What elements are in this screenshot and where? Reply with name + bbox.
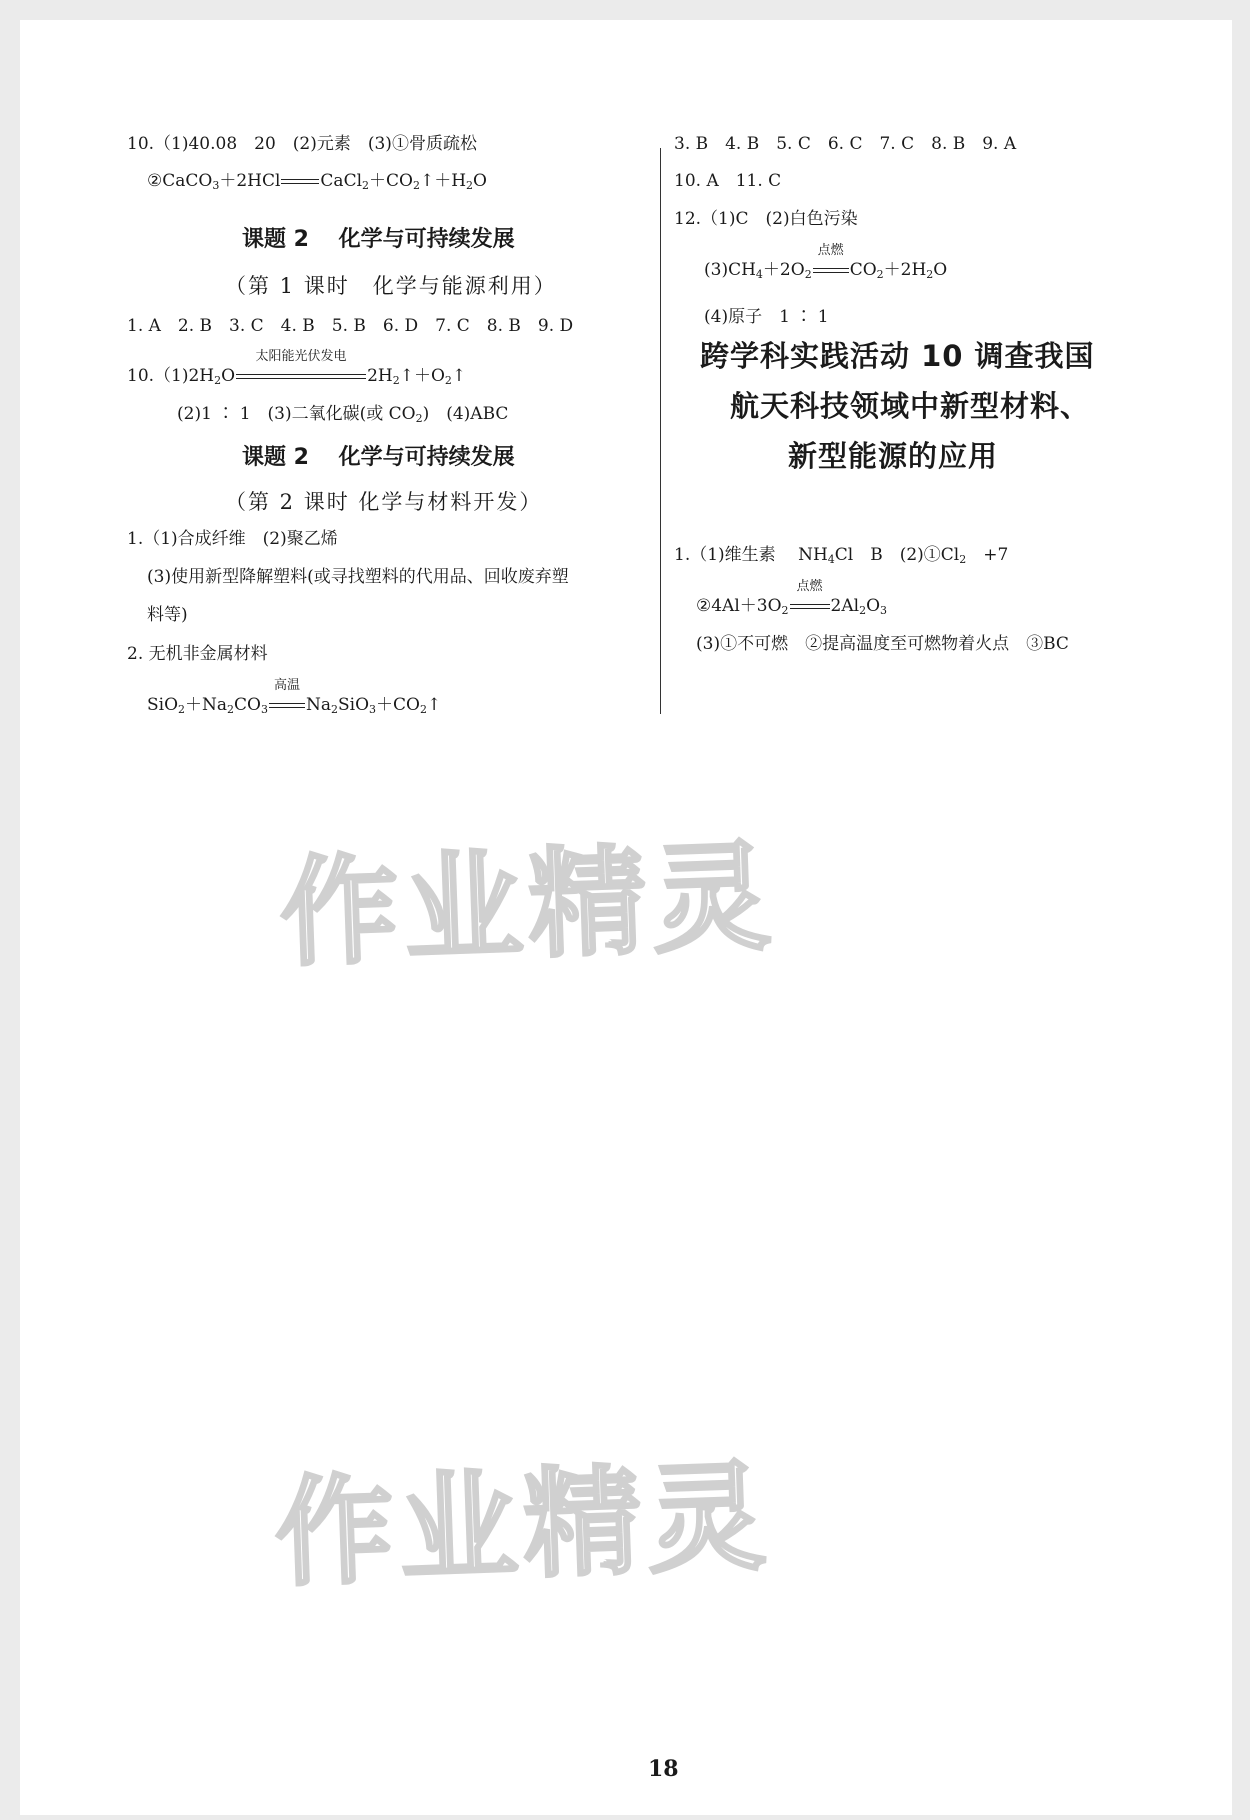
- section-subheading: （第 2 课时 化学与材料开发）: [225, 490, 543, 514]
- answer-line: 3. B 4. B 5. C 6. C 7. C 8. B 9. A: [674, 134, 1017, 154]
- answer-line: (3)①不可燃 ②提高温度至可燃物着火点 ③BC: [696, 634, 1069, 654]
- answer-page: [20, 20, 1232, 1815]
- activity-title-line-1: 跨学科实践活动 10 调查我国: [700, 339, 1095, 373]
- equation-caco3: ②CaCO$_3$＋2HCl $CaCl_2+CO_2↑+H_2O$: [147, 171, 487, 192]
- answer-line: (4)原子 1 ∶ 1: [704, 307, 829, 327]
- equation-methane: $(3)CH_4+2O_2$ 点燃 $CO_2+2H_2O$: [704, 243, 948, 281]
- section-heading: 课题 2 化学与可持续发展: [242, 227, 515, 252]
- answer-line: 12.（1)C (2)白色污染: [674, 209, 858, 229]
- watermark-top: 作业精灵: [278, 827, 779, 983]
- activity-title-line-2: 航天科技领域中新型材料、: [730, 389, 1091, 423]
- answer-line: 1. A 2. B 3. C 4. B 5. B 6. D 7. C 8. B 9. D: [127, 316, 574, 336]
- equation-water-split: $10.(1)2H_2O$ 太阳能光伏发电 $2H_2↑+O_2↑$: [127, 349, 467, 387]
- answer-line: 料等): [147, 605, 188, 625]
- section-subheading: （第 1 课时 化学与能源利用）: [225, 274, 557, 298]
- answer-line: (2)1 ∶ 1 (3)二氧化碳(或 $CO_2$) (4)ABC: [177, 404, 509, 425]
- page-number: 18: [648, 1756, 679, 1782]
- column-divider: [660, 148, 661, 714]
- equation-glass: $SiO_2+Na_2CO_3$ 高温 $Na_2SiO_3+CO_2↑$: [147, 678, 442, 716]
- activity-title-line-3: 新型能源的应用: [788, 439, 999, 473]
- answer-line: (3)使用新型降解塑料(或寻找塑料的代用品、回收废弃塑: [147, 567, 569, 587]
- watermark-bottom: 作业精灵: [273, 1447, 774, 1603]
- equation-aluminium: $②4Al+3O_2$ 点燃 $2Al_2O_3$: [696, 579, 887, 617]
- section-heading: 课题 2 化学与可持续发展: [242, 445, 515, 470]
- answer-line: 10. A 11. C: [674, 171, 782, 191]
- answer-line: 2. 无机非金属材料: [127, 644, 268, 664]
- answer-line: 1.（1)合成纤维 (2)聚乙烯: [127, 529, 338, 549]
- answer-line: 1.（1)维生素 $NH_4Cl$ B $(2)①Cl_2$ +7: [674, 545, 1009, 566]
- answer-line: 10.（1)40.08 20 (2)元素 (3)①骨质疏松: [127, 134, 477, 154]
